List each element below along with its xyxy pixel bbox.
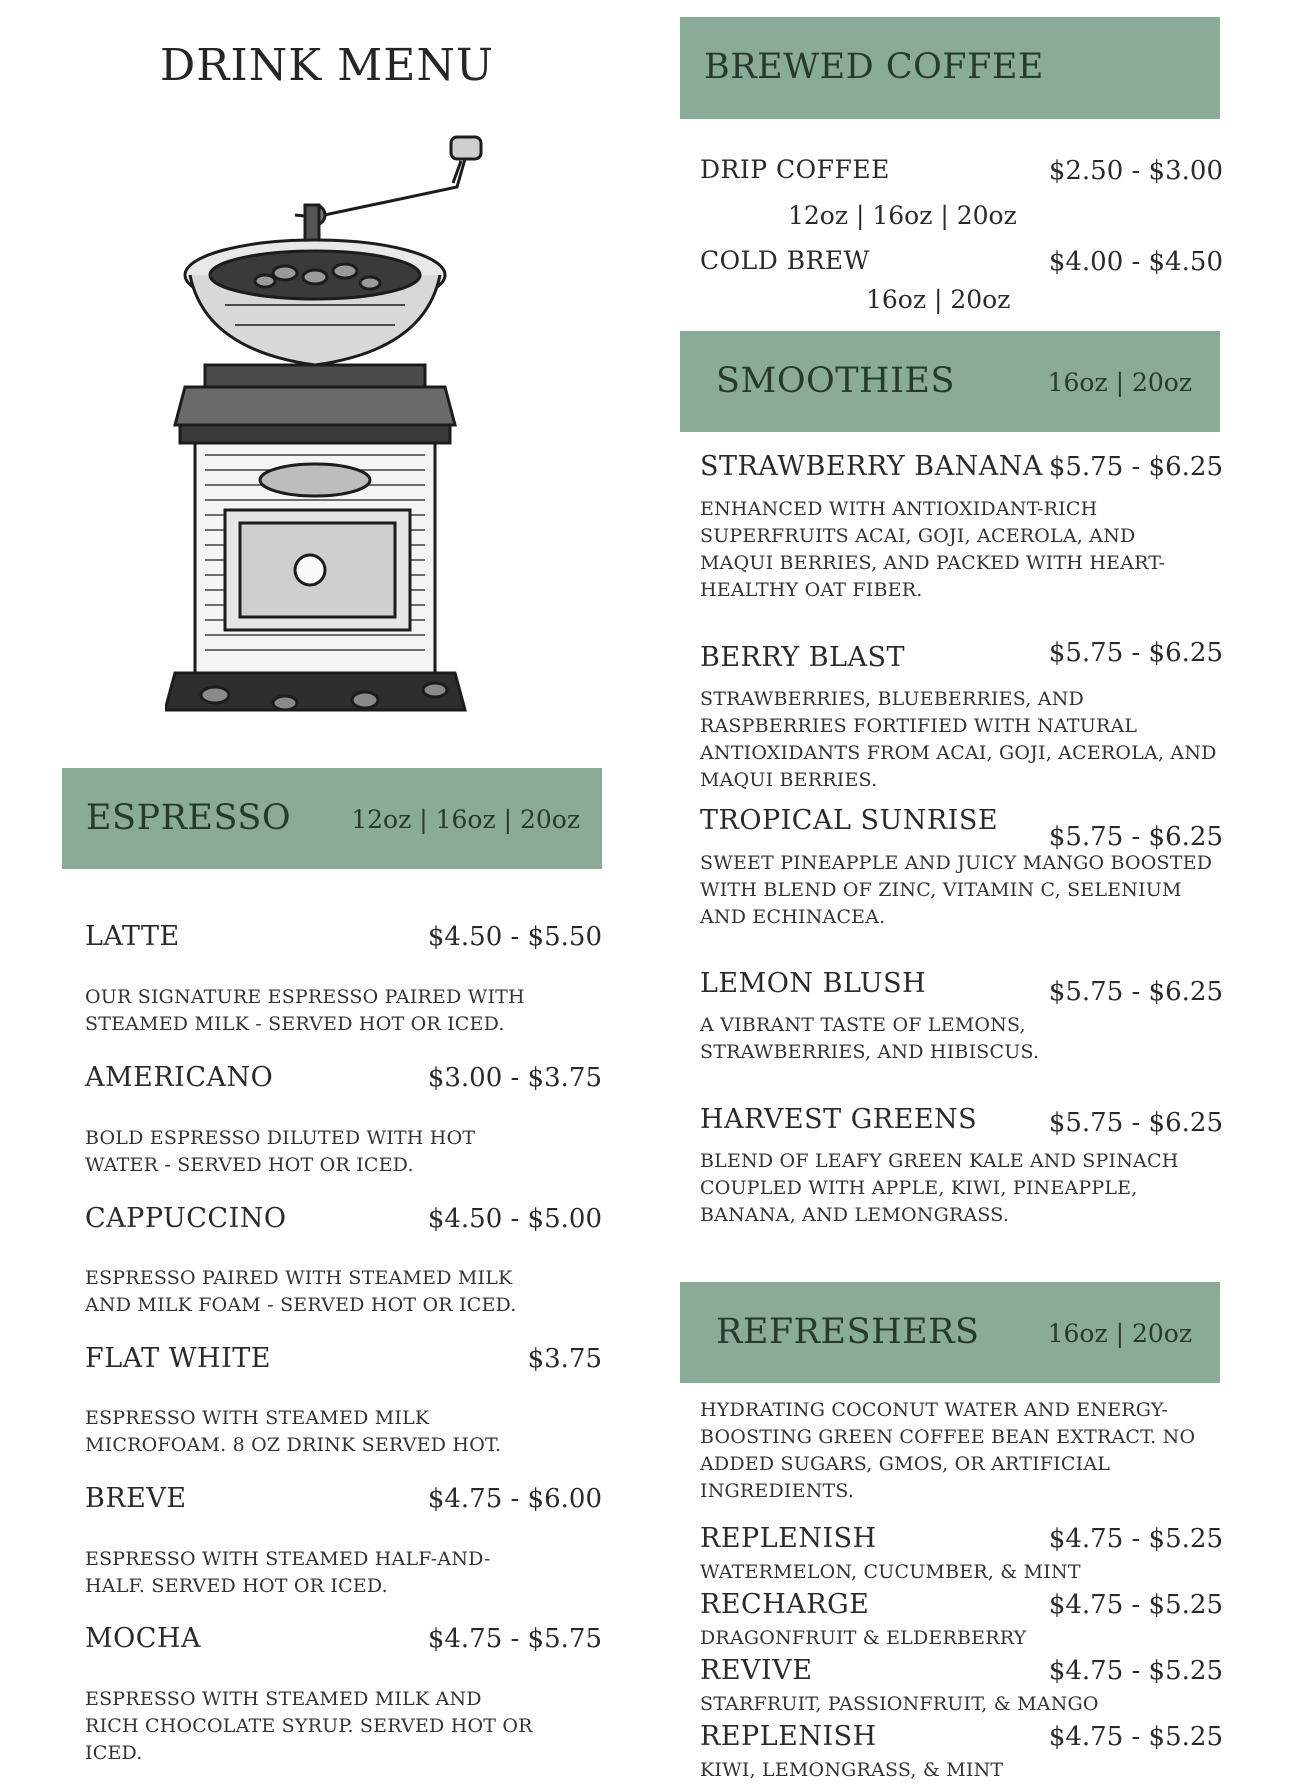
espresso-sizes: 12oz | 16oz | 20oz [351, 805, 580, 834]
smoothie-item-price: $5.75 - $6.25 [1048, 822, 1223, 852]
brewed-item-price: $2.50 - $3.00 [1048, 156, 1223, 186]
espresso-item-name: CAPPUCCINO [85, 1203, 287, 1234]
refresher-item-sub: STARFRUIT, PASSIONFRUIT, & MANGO [700, 1693, 1099, 1715]
espresso-header-band [62, 768, 602, 869]
refresher-item-price: $4.75 - $5.25 [1048, 1590, 1223, 1620]
espresso-item-name: BREVE [85, 1483, 187, 1514]
brewed-header-band [680, 17, 1220, 119]
espresso-item-desc: ESPRESSO WITH STEAMED MILK AND RICH CHOCOLATE SYRUP. SERVED HOT OR ICED. [85, 1688, 533, 1764]
smoothie-item-desc: SWEET PINEAPPLE AND JUICY MANGO BOOSTED WITH BLEND OF ZINC, VITAMIN C, SELENIUM AND ECHINACEA. [700, 852, 1213, 928]
brewed-item-price: $4.00 - $4.50 [1048, 247, 1223, 277]
espresso-item-price: $4.75 - $6.00 [427, 1484, 602, 1514]
espresso-item-name: LATTE [85, 921, 180, 952]
smoothies-header-band [680, 331, 1220, 432]
smoothie-item-desc: STRAWBERRIES, BLUEBERRIES, AND RASPBERRIES FORTIFIED WITH NATURAL ANTIOXIDANTS FROM ACAI, GOJI, ACEROLA, AND MAQUI BERRIES. [700, 688, 1217, 791]
refresher-item-price: $4.75 - $5.25 [1048, 1722, 1223, 1752]
refresher-item-sub: WATERMELON, CUCUMBER, & MINT [700, 1561, 1081, 1583]
refreshers-sizes: 16oz | 20oz [1047, 1319, 1192, 1348]
espresso-item-desc: ESPRESSO WITH STEAMED HALF-AND-HALF. SERVED HOT OR ICED. [85, 1548, 491, 1597]
espresso-item-name: AMERICANO [85, 1062, 274, 1093]
espresso-item-desc: ESPRESSO WITH STEAMED MILK MICROFOAM. 8 OZ DRINK SERVED HOT. [85, 1407, 502, 1456]
smoothie-item-price: $5.75 - $6.25 [1048, 1108, 1223, 1138]
smoothies-heading: SMOOTHIES [716, 361, 955, 401]
espresso-item-desc: OUR SIGNATURE ESPRESSO PAIRED WITH STEAMED MILK - SERVED HOT OR ICED. [85, 986, 525, 1035]
brewed-item-name: COLD BREW [700, 246, 870, 275]
espresso-item-name: MOCHA [85, 1623, 201, 1654]
smoothie-item-name: TROPICAL SUNRISE [700, 805, 999, 836]
refreshers-desc: HYDRATING COCONUT WATER AND ENERGY-BOOSTING GREEN COFFEE BEAN EXTRACT. NO ADDED SUGARS, GMOS, OR ARTIFICIAL INGREDIENTS. [700, 1399, 1196, 1502]
smoothie-item-name: HARVEST GREENS [700, 1104, 978, 1135]
smoothie-item-name: STRAWBERRY BANANA [700, 451, 1043, 482]
coffee-grinder-icon [165, 125, 485, 715]
espresso-item-price: $4.50 - $5.50 [427, 922, 602, 952]
smoothie-item-desc: ENHANCED WITH ANTIOXIDANT-RICH SUPERFRUITS ACAI, GOJI, ACEROLA, AND MAQUI BERRIES, AND PACKED WITH HEART-HEALTHY OAT FIBER. [700, 498, 1166, 601]
refresher-item-name: RECHARGE [700, 1589, 870, 1620]
brewed-item-name: DRIP COFFEE [700, 155, 890, 184]
brewed-item-sizes: 12oz | 16oz | 20oz [788, 201, 1017, 230]
smoothie-item-price: $5.75 - $6.25 [1048, 977, 1223, 1007]
page-title: DRINK MENU [160, 40, 494, 91]
smoothie-item-price: $5.75 - $6.25 [1048, 452, 1223, 482]
refreshers-header-band [680, 1282, 1220, 1383]
espresso-item-desc: BOLD ESPRESSO DILUTED WITH HOT WATER - SERVED HOT OR ICED. [85, 1127, 476, 1176]
espresso-item-desc: ESPRESSO PAIRED WITH STEAMED MILK AND MILK FOAM - SERVED HOT OR ICED. [85, 1267, 517, 1316]
refreshers-heading: REFRESHERS [716, 1312, 980, 1352]
refresher-item-sub: KIWI, LEMONGRASS, & MINT [700, 1759, 1004, 1781]
smoothie-item-name: LEMON BLUSH [700, 968, 927, 999]
espresso-item-name: FLAT WHITE [85, 1343, 271, 1374]
espresso-heading: ESPRESSO [86, 798, 292, 838]
espresso-item-price: $4.50 - $5.00 [427, 1204, 602, 1234]
espresso-item-price: $3.00 - $3.75 [427, 1063, 602, 1093]
refresher-item-price: $4.75 - $5.25 [1048, 1524, 1223, 1554]
brewed-item-sizes: 16oz | 20oz [866, 285, 1011, 314]
espresso-item-price: $3.75 [527, 1344, 602, 1374]
smoothie-item-desc: BLEND OF LEAFY GREEN KALE AND SPINACH COUPLED WITH APPLE, KIWI, PINEAPPLE, BANANA, AND LEMONGRASS. [700, 1150, 1179, 1226]
smoothie-item-price: $5.75 - $6.25 [1048, 638, 1223, 668]
smoothies-sizes: 16oz | 20oz [1047, 368, 1192, 397]
smoothie-item-desc: A VIBRANT TASTE OF LEMONS, STRAWBERRIES, AND HIBISCUS. [700, 1014, 1040, 1063]
refresher-item-sub: DRAGONFRUIT & ELDERBERRY [700, 1627, 1027, 1649]
refresher-item-price: $4.75 - $5.25 [1048, 1656, 1223, 1686]
espresso-item-price: $4.75 - $5.75 [427, 1624, 602, 1654]
brewed-heading: BREWED COFFEE [704, 47, 1044, 87]
refresher-item-name: REPLENISH [700, 1523, 877, 1554]
refresher-item-name: REVIVE [700, 1655, 813, 1686]
smoothie-item-name: BERRY BLAST [700, 642, 906, 673]
refresher-item-name: REPLENISH [700, 1721, 877, 1752]
